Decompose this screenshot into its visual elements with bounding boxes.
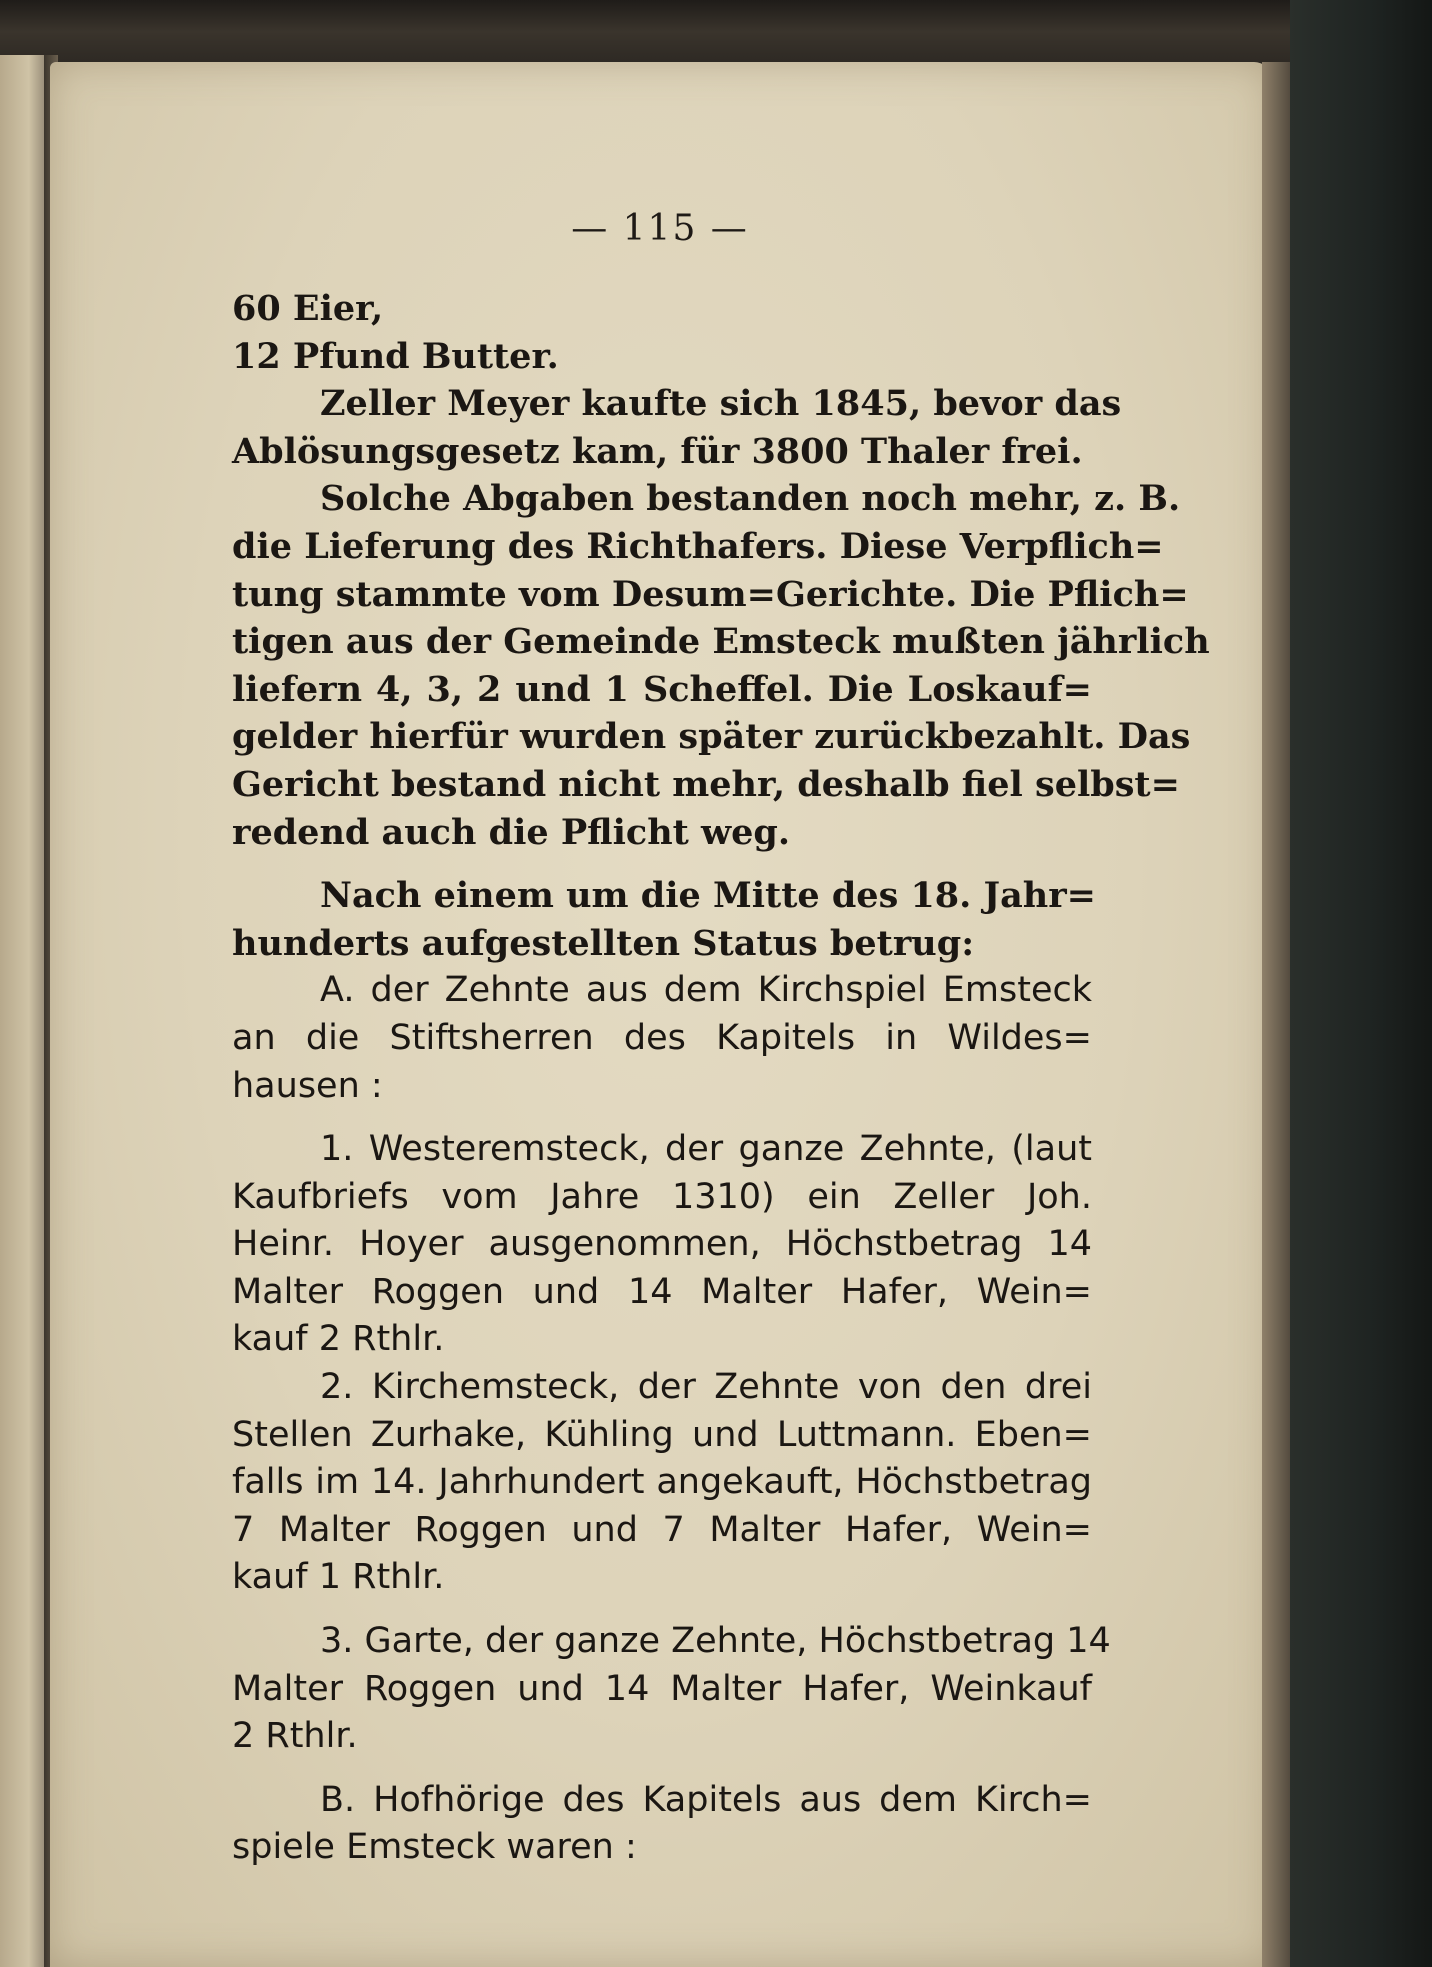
text-line: 3. Garte, der ganze Zehnte, Höchstbetrag 14 — [320, 1621, 1111, 1662]
text-line: Ablösungsgesetz kam, für 3800 Thaler frei. — [232, 430, 1083, 472]
body-text — [232, 285, 1210, 1872]
book-cover — [1290, 0, 1432, 1967]
text-line: hunderts aufgestellten Status betrug: — [232, 922, 975, 964]
text-line: Solche Abgaben bestanden noch mehr, z. B. — [320, 478, 1181, 520]
text-line: B. Hofhörige des Kapitels aus dem Kirch= — [320, 1779, 1092, 1820]
text-line: 7 Malter Roggen und 7 Malter Hafer, Wein= — [232, 1509, 1092, 1550]
text-line: Heinr. Hoyer ausgenommen, Höchstbetrag 14 — [232, 1224, 1092, 1265]
paragraph-gap — [232, 1110, 1092, 1126]
text-line: Zeller Meyer kaufte sich 1845, bevor das — [320, 383, 1122, 425]
text-line: Malter Roggen und 14 Malter Hafer, Weinkauf — [232, 1668, 1092, 1709]
text-line: Malter Roggen und 14 Malter Hafer, Wein= — [232, 1271, 1092, 1312]
text-line: A. der Zehnte aus dem Kirchspiel Emsteck — [320, 970, 1092, 1011]
text-line: redend auch die Pflicht weg. — [232, 811, 791, 853]
text-line: tigen aus der Gemeinde Emsteck mußten jährlich — [232, 621, 1210, 663]
paragraph-gap — [232, 1602, 1092, 1618]
text-line: 2 Rthlr. — [232, 1716, 358, 1757]
text-line: kauf 1 Rthlr. — [232, 1557, 445, 1598]
text-line: Kaufbriefs vom Jahre 1310) ein Zeller Joh. — [232, 1176, 1092, 1217]
text-line: tung stammte vom Desum=Gerichte. Die Pflich= — [232, 573, 1189, 615]
text-line: 2. Kirchemsteck, der Zehnte von den drei — [320, 1367, 1092, 1408]
text-line: 60 Eier, — [232, 288, 384, 329]
book-top-edge — [0, 0, 1432, 70]
text-line: Nach einem um die Mitte des 18. Jahr= — [320, 875, 1096, 917]
text-line: falls im 14. Jahrhundert angekauft, Höchstbetrag — [232, 1462, 1092, 1503]
text-line: gelder hierfür wurden später zurückbezahlt. Das — [232, 716, 1191, 758]
text-line: spiele Emsteck waren : — [232, 1827, 637, 1868]
text-line: 12 Pfund Butter. — [232, 335, 559, 377]
text-line: Stellen Zurhake, Kühling und Luttmann. Eben= — [232, 1414, 1092, 1455]
text-line: liefern 4, 3, 2 und 1 Scheffel. Die Loskauf= — [232, 668, 1092, 710]
text-line: 1. Westeremsteck, der ganze Zehnte, (laut — [320, 1129, 1092, 1170]
paragraph-gap — [232, 1761, 1092, 1777]
page-number: — 115 — — [571, 208, 749, 249]
left-page-edge — [0, 55, 48, 1967]
paragraph-gap — [232, 856, 1092, 872]
text-line: kauf 2 Rthlr. — [232, 1319, 445, 1360]
text-line: die Lieferung des Richthafers. Diese Verpflich= — [232, 525, 1164, 567]
text-line: Gericht bestand nicht mehr, deshalb fiel selbst= — [232, 763, 1180, 805]
text-line: an die Stiftsherren des Kapitels in Wildes= — [232, 1017, 1092, 1058]
text-line: hausen : — [232, 1065, 383, 1106]
